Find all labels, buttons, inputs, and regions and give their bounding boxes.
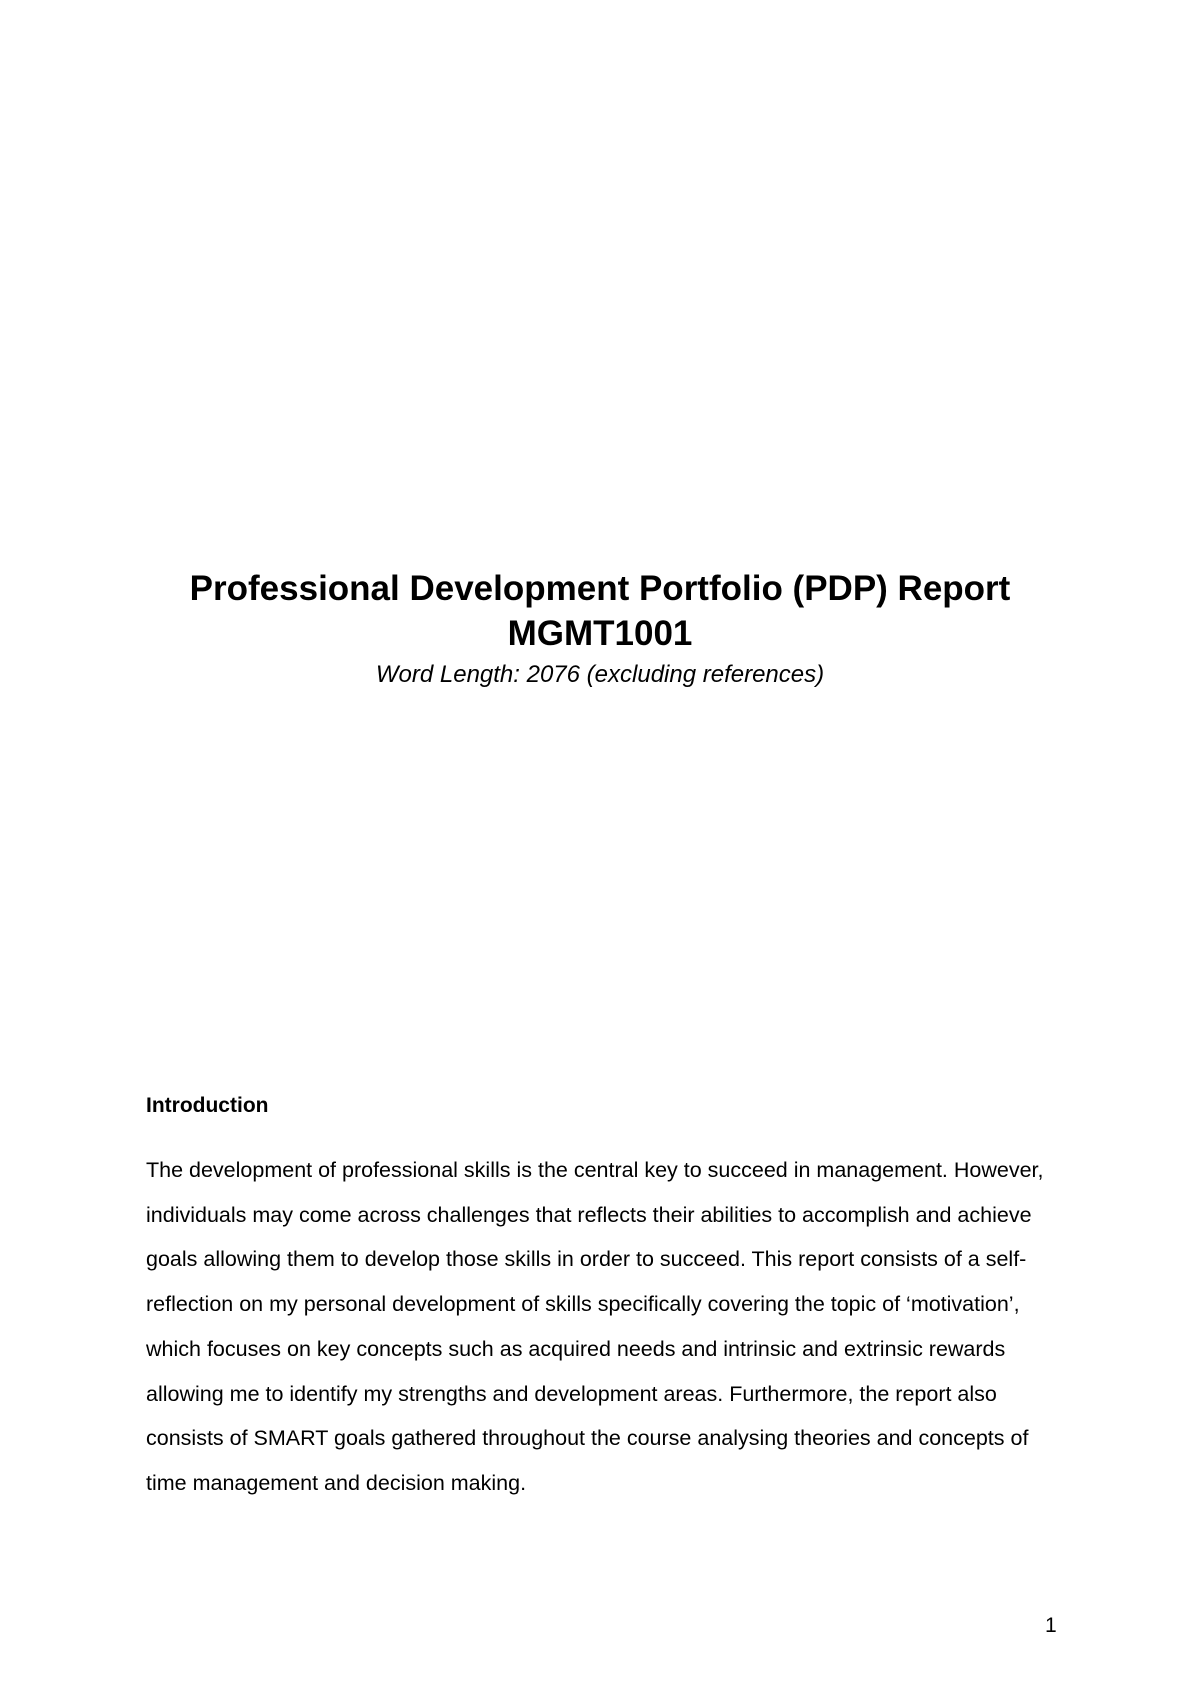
page-number: 1 xyxy=(1045,1614,1057,1637)
introduction-heading: Introduction xyxy=(146,1094,269,1117)
report-title: Professional Development Portfolio (PDP) Report xyxy=(189,569,1011,608)
introduction-paragraph: The development of professional skills is the central key to succeed in management. However, individuals may come across challenges that reflects their abilities to accomplish and achieve goals allowing them to develop those skills in order to succeed. This report consists of a self-reflection on my personal development of skills specifically covering the topic of ‘motivation’, which focuses on key concepts such as acquired needs and intrinsic and extrinsic rewards allowing me to identify my strengths and development areas. Furthermore, the report also consists of SMART goals gathered throughout the course analysing theories and concepts of time management and decision making. xyxy=(146,1158,1044,1495)
word-length: Word Length: 2076 (excluding references) xyxy=(375,661,825,688)
course-code: MGMT1001 xyxy=(507,614,693,653)
title-block xyxy=(0,566,1200,692)
